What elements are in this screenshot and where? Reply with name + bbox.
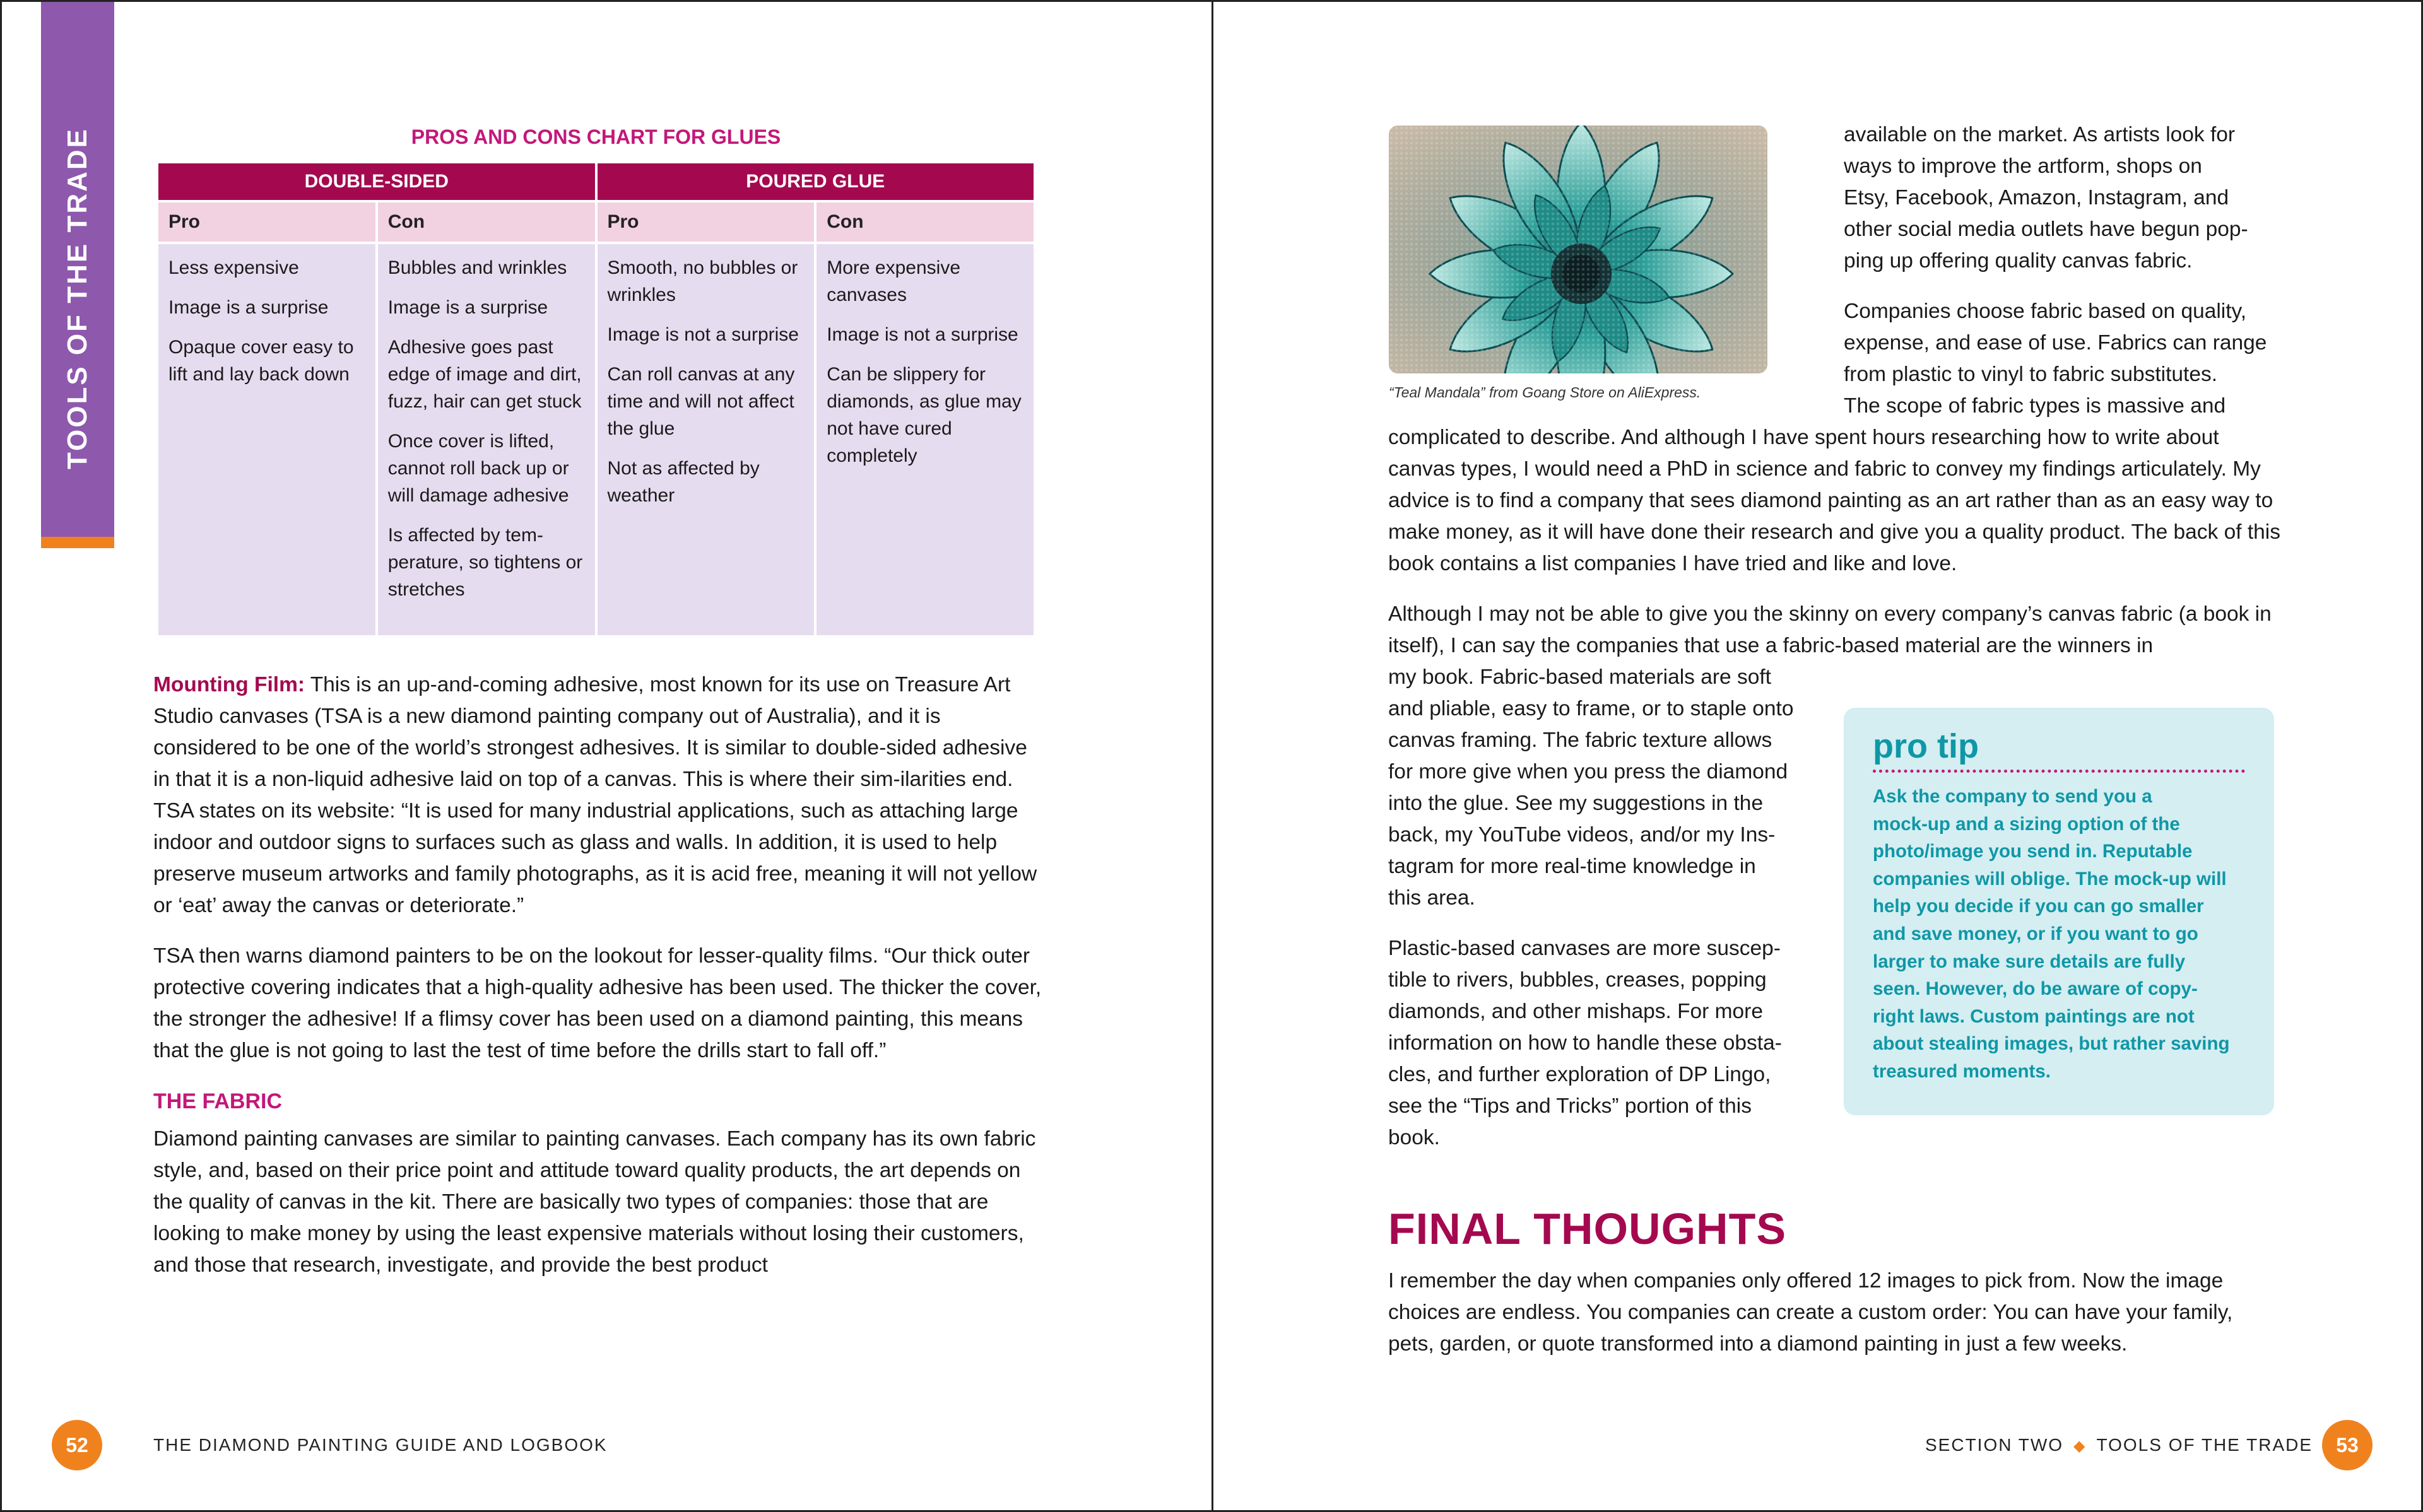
table-item: Image is a surprise [168, 297, 329, 318]
group-header-double-sided: DOUBLE-SIDED [158, 163, 595, 200]
pro-tip-divider [1873, 770, 2245, 773]
footer-chapter-label: TOOLS OF THE TRADE [2096, 1435, 2313, 1455]
side-tab-accent-bar [41, 537, 114, 548]
text-line: other social media outlets have begun pop- [1844, 218, 2248, 241]
photo-caption: “Teal Mandala” from Goang Store on AliExpress. [1389, 384, 1701, 401]
chart-title: PROS AND CONS CHART FOR GLUES [411, 126, 781, 148]
mounting-film-paragraph [153, 669, 1043, 922]
text-line: Companies choose fabric based on quality, [1844, 300, 2247, 323]
text-line: Ask the company to send you a [1873, 786, 2152, 807]
although-paragraph: Although I may not be able to give you the skinny on every company’s canvas fabric (a book in itself), I can say the companies that use a fabric-based material are the winners in [1388, 602, 2272, 657]
text-line: from plastic to vinyl to fabric substitutes. [1844, 363, 2218, 386]
final-thoughts-block [1388, 1265, 2280, 1379]
text-line: companies will oblige. The mock-up will [1873, 868, 2227, 889]
text-line: ping up offering quality canvas fabric. [1844, 249, 2193, 273]
footer-book-title: THE DIAMOND PAINTING GUIDE AND LOGBOOK [153, 1435, 608, 1455]
text-line: and pliable, easy to frame, or to staple onto [1388, 697, 1794, 720]
pro-tip-text [1873, 783, 2245, 1086]
table-item: Can roll canvas at any time and will not affect the glue [607, 364, 795, 439]
text-line: information on how to handle these obsta- [1388, 1031, 1782, 1055]
teal-mandala-photo [1389, 126, 1767, 373]
right-main-text [1388, 422, 2280, 662]
text-line: expense, and ease of use. Fabrics can range [1844, 331, 2267, 355]
column-header-con: Con [817, 202, 1034, 242]
page-number-right: 53 [2322, 1420, 2373, 1470]
text-line: see the “Tips and Tricks” portion of this [1388, 1094, 1752, 1118]
text-line: and save money, or if you want to go [1873, 923, 2198, 944]
text-line: Etsy, Facebook, Amazon, Instagram, and [1844, 186, 2229, 209]
text-line: about stealing images, but rather saving [1873, 1033, 2230, 1055]
text-line: mock-up and a sizing option of the [1873, 813, 2180, 835]
companies-block [1844, 296, 2298, 422]
final-thoughts-heading: FINAL THOUGHTS [1388, 1204, 1787, 1253]
right-page [1212, 0, 2423, 1512]
table-item: Image is not a surprise [607, 324, 799, 345]
text-line: cles, and further exploration of DP Lingo, [1388, 1063, 1771, 1086]
left-body [153, 669, 1043, 1300]
mounting-film-text: This is an up-and-coming adhesive, most known for its use on Treasure Art Studio canvases (TSA is a new diamond painting company out of Australia), and it is considered to be one of the world’s strongest adhesives. It is similar to double-sided adhesive in that it is a non-liquid adhesive laid on top of a canvas. This is where their sim-ilarities end. TSA states on its website: “It is used for many industrial applications, such as attaching large indoor and outdoor signs to surfaces such as glass and walls. In addition, it is used to help preserve museum artworks and family photographs, as it is acid free, meaning it will not yellow or ‘eat’ away the canvas or deteriorate.” [153, 673, 1037, 917]
text-line: The scope of fabric types is massive and [1844, 394, 2226, 418]
text-line: into the glue. See my suggestions in the [1388, 792, 1764, 815]
table-item: Not as affected by weather [607, 458, 760, 506]
text-line: available on the market. As artists look for [1844, 123, 2236, 146]
text-line: help you decide if you can go smaller [1873, 896, 2204, 917]
table-item: Image is a surprise [387, 297, 548, 318]
column-header-con: Con [378, 202, 595, 242]
glue-pros-cons-table [156, 161, 1036, 638]
text-line: for more give when you press the diamond [1388, 760, 1788, 783]
text-line: seen. However, do be aware of copy- [1873, 978, 2198, 1000]
table-item: More expensive canvases [827, 257, 961, 305]
table-cell-double-sided-con [378, 244, 595, 635]
side-tab-label: TOOLS OF THE TRADE [62, 127, 93, 470]
plastic-block [1388, 933, 1817, 1154]
fabric-heading: THE FABRIC [153, 1089, 282, 1113]
footer-section [1925, 1435, 2313, 1455]
text-line: tagram for more real-time knowledge in [1388, 855, 1756, 878]
text-line: this area. [1388, 886, 1475, 910]
companies-paragraph-rest: complicated to describe. And although I have spent hours researching how to write about canvas types, I would need a PhD in science and fabric to convey my findings articulately. My advice is to find a company that sees diamond painting as an art rather than as an easy way to make money, as it will have done their research and give you a quality product. The back of this book contains a list companies I have tried and like and love. [1388, 426, 2280, 575]
text-line: right laws. Custom paintings are not [1873, 1005, 2195, 1027]
diamond-bullet-icon: ◆ [2073, 1438, 2087, 1455]
tsa-paragraph: TSA then warns diamond painters to be on the lookout for lesser-quality films. “Our thick outer protective covering indicates that a high-quality adhesive has been used. The thicker the cover, the stronger the adhesive! If a flimsy cover has been used on a diamond painting, this means that the glue is not going to last the test of time before the drills start to fall off.” [153, 944, 1042, 1062]
table-item: Image is not a surprise [827, 324, 1018, 345]
table-cell-poured-glue-pro [598, 244, 815, 635]
text-line: back, my YouTube videos, and/or my Ins- [1388, 823, 1776, 847]
table-item: Once cover is lifted, cannot roll back up or will damage adhesive [387, 431, 569, 506]
text-line: tible to rivers, bubbles, creases, popping [1388, 968, 1767, 992]
column-header-pro: Pro [598, 202, 815, 242]
table-cell-double-sided-pro [158, 244, 375, 635]
text-line: ways to improve the artform, shops on [1844, 155, 2202, 178]
pro-tip-box [1844, 708, 2274, 1115]
table-item: Smooth, no bubbles or wrinkles [607, 257, 798, 305]
fabric-paragraph: Diamond painting canvases are similar to painting canvases. Each company has its own fabric style, and, based on their price point and attitude toward quality products, the art depends on the quality of canvas in the kit. There are basically two types of companies: those that are looking to make money by using the least expensive materials without losing their customers, and those that research, investigate, and provide the best product [153, 1127, 1036, 1277]
intro-block [1844, 119, 2298, 277]
mounting-film-label: Mounting Film: [153, 673, 305, 696]
text-line: book. [1388, 1126, 1440, 1149]
column-header-pro: Pro [158, 202, 375, 242]
text-line: larger to make sure details are fully [1873, 951, 2186, 972]
footer-section-label: SECTION TWO [1925, 1435, 2064, 1455]
text-line: diamonds, and other mishaps. For more [1388, 1000, 1763, 1023]
group-header-poured-glue: POURED GLUE [598, 163, 1034, 200]
table-item: Less expensive [168, 257, 299, 278]
text-line: my book. Fabric-based materials are soft [1388, 665, 1771, 689]
pro-tip-title: pro tip [1873, 727, 1979, 765]
table-item: Can be slippery for diamonds, as glue may not have cured completely [827, 364, 1022, 466]
table-item: Is affected by tem-perature, so tightens or stretches [387, 525, 583, 600]
final-thoughts-paragraph: I remember the day when companies only offered 12 images to pick from. Now the image choices are endless. You companies can create a custom order: You can have your family, pets, garden, or quote transformed into a diamond painting in just a few weeks. [1388, 1269, 2233, 1356]
table-item: Opaque cover easy to lift and lay back down [168, 337, 354, 385]
page-number-left: 52 [52, 1420, 102, 1470]
text-line: canvas framing. The fabric texture allows [1388, 729, 1772, 752]
text-line: treasured moments. [1873, 1060, 2051, 1082]
table-item: Adhesive goes past edge of image and dirt, fuzz, hair can get stuck [387, 337, 582, 412]
table-cell-poured-glue-con [817, 244, 1034, 635]
text-line: Plastic-based canvases are more suscep- [1388, 937, 1781, 960]
table-item: Bubbles and wrinkles [387, 257, 567, 278]
text-line: photo/image you send in. Reputable [1873, 841, 2193, 862]
although-narrow-block [1388, 662, 1817, 914]
